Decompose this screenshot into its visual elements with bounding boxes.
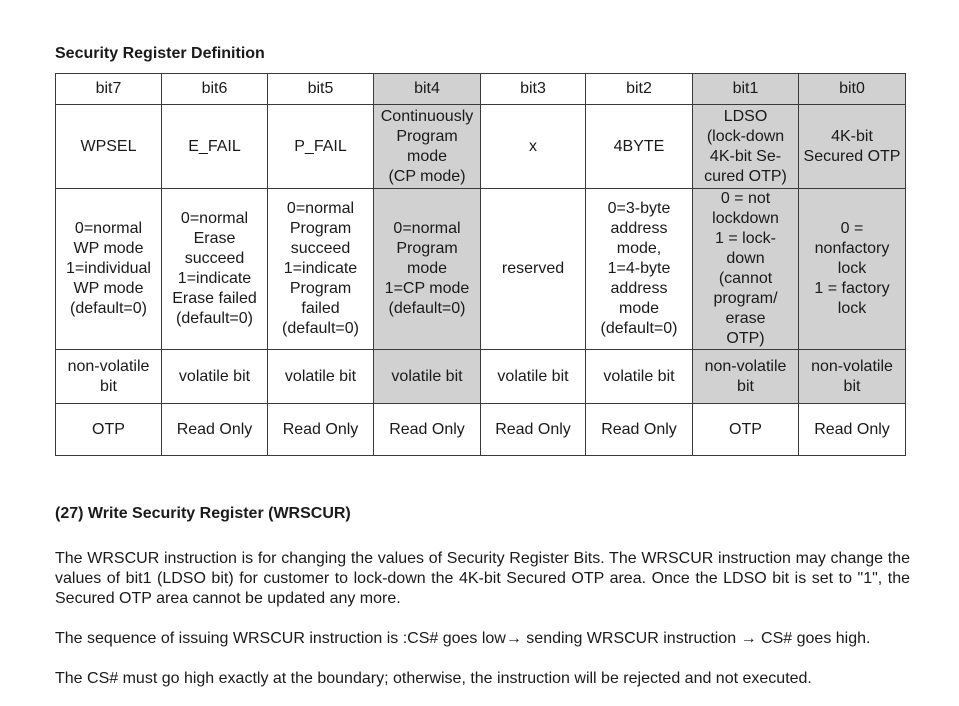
name-bit3: x [481, 105, 586, 189]
type-bit5: Read Only [268, 404, 374, 456]
bit-header-row [56, 74, 906, 105]
desc-bit3: reserved [481, 189, 586, 350]
header-bit7: bit7 [56, 74, 162, 105]
type-bit4: Read Only [374, 404, 481, 456]
bit-description-row [56, 189, 906, 350]
volatility-row [56, 350, 906, 404]
access-type-row [56, 404, 906, 456]
paragraph: The WRSCUR instruction is for changing the values of Security Register Bits. The WRSCUR instruction may change the values of bit1 (LDSO bit) for customer to lock-down the 4K-bit Secured OTP area. Once the LDSO bit is set to "1", the Secured OTP area cannot be updated any more. [55, 550, 910, 607]
header-bit4: bit4 [374, 74, 481, 105]
desc-bit1: 0 = not lockdown 1 = lock- down (cannot program/ erase OTP) [693, 189, 799, 350]
vol-bit2: volatile bit [586, 350, 693, 404]
header-bit3: bit3 [481, 74, 586, 105]
section-title: Security Register Definition [55, 45, 265, 62]
vol-bit1: non-volatile bit [693, 350, 799, 404]
section-heading: (27) Write Security Register (WRSCUR) [55, 505, 351, 522]
desc-bit5: 0=normal Program succeed 1=indicate Program failed (default=0) [268, 189, 374, 350]
header-bit5: bit5 [268, 74, 374, 105]
name-bit4: Continuously Program mode (CP mode) [374, 105, 481, 189]
desc-bit0: 0 = nonfactory lock 1 = factory lock [799, 189, 906, 350]
vol-bit6: volatile bit [162, 350, 268, 404]
header-bit6: bit6 [162, 74, 268, 105]
vol-bit0: non-volatile bit [799, 350, 906, 404]
security-register-table [55, 73, 906, 456]
name-bit5: P_FAIL [268, 105, 374, 189]
vol-bit5: volatile bit [268, 350, 374, 404]
name-bit7: WPSEL [56, 105, 162, 189]
paragraph: The sequence of issuing WRSCUR instruction is :CS# goes low→ sending WRSCUR instruction → CS# goes high. [55, 630, 871, 647]
name-bit6: E_FAIL [162, 105, 268, 189]
name-bit2: 4BYTE [586, 105, 693, 189]
desc-bit7: 0=normal WP mode 1=individual WP mode (default=0) [56, 189, 162, 350]
desc-bit2: 0=3-byte address mode, 1=4-byte address mode (default=0) [586, 189, 693, 350]
type-bit3: Read Only [481, 404, 586, 456]
paragraph: The CS# must go high exactly at the boundary; otherwise, the instruction will be rejected and not executed. [55, 670, 812, 687]
type-bit2: Read Only [586, 404, 693, 456]
type-bit0: Read Only [799, 404, 906, 456]
name-bit0: 4K-bit Secured OTP [799, 105, 906, 189]
type-bit7: OTP [56, 404, 162, 456]
vol-bit4: volatile bit [374, 350, 481, 404]
header-bit0: bit0 [799, 74, 906, 105]
type-bit6: Read Only [162, 404, 268, 456]
desc-bit4: 0=normal Program mode 1=CP mode (default=0) [374, 189, 481, 350]
name-bit1: LDSO (lock-down 4K-bit Se- cured OTP) [693, 105, 799, 189]
desc-bit6: 0=normal Erase succeed 1=indicate Erase failed (default=0) [162, 189, 268, 350]
bit-name-row [56, 105, 906, 189]
header-bit1: bit1 [693, 74, 799, 105]
header-bit2: bit2 [586, 74, 693, 105]
vol-bit3: volatile bit [481, 350, 586, 404]
type-bit1: OTP [693, 404, 799, 456]
vol-bit7: non-volatile bit [56, 350, 162, 404]
